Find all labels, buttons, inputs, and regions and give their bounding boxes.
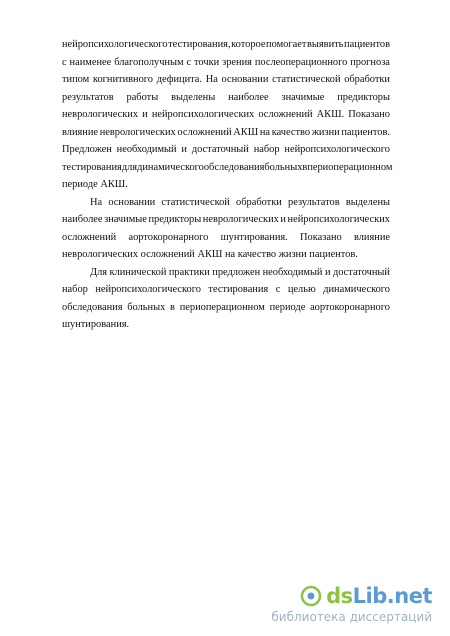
text-line [62, 36, 390, 54]
word: которое [231, 39, 266, 50]
text-line [62, 211, 390, 229]
word: пациентов. [341, 126, 390, 138]
word: Предложен [62, 144, 112, 155]
word: больных [127, 301, 166, 313]
watermark-tagline: библиотека диссертаций [271, 610, 432, 624]
word: когнитивного [92, 74, 153, 85]
word: необходимый [262, 266, 323, 278]
word: предложен [212, 266, 261, 278]
word: обследования [203, 161, 265, 173]
text-line [62, 71, 390, 89]
paragraph-2 [62, 194, 390, 264]
word: и [280, 214, 286, 225]
text-line [62, 159, 393, 177]
word: больных [264, 161, 303, 173]
word: работы [126, 91, 159, 103]
word: обработки [236, 196, 282, 208]
word: значимые [281, 91, 325, 103]
word: на [259, 126, 271, 138]
text-line [62, 106, 390, 124]
word: периоперационном [179, 301, 265, 313]
word: статистической [161, 196, 230, 208]
word: Показано [300, 231, 342, 243]
paragraph-1 [62, 36, 393, 194]
word: обработки [344, 74, 390, 85]
word: На [90, 196, 103, 208]
word: типом [62, 74, 90, 85]
text-line [62, 316, 390, 334]
word: неврологических [62, 109, 139, 120]
word: нейропсихологических [287, 214, 390, 225]
word: точки [194, 56, 220, 68]
word: предикторы [148, 214, 202, 225]
word: На [205, 74, 218, 85]
word: пациентов [344, 39, 390, 50]
word: с [62, 56, 67, 68]
word: осложнений [62, 231, 117, 243]
word: нейропсихологического [62, 39, 168, 50]
word: предикторы [337, 91, 390, 103]
word: неврологических осложнений АКШ на качество жизни пациентов. [62, 249, 358, 260]
word: нейропсихологического [284, 144, 390, 155]
text-line [62, 264, 390, 282]
word: аортокоронарного [310, 301, 390, 313]
word: наиболее [228, 91, 269, 103]
word: нейропсихологических [151, 109, 255, 120]
word: влияние [353, 231, 390, 243]
word: с [186, 56, 192, 68]
word: осложнений [258, 109, 313, 120]
text-line [62, 124, 390, 142]
watermark-brand [326, 584, 432, 608]
text-line [62, 229, 390, 247]
word: неврологических [99, 126, 176, 138]
word: и [324, 266, 331, 278]
word: достаточный [191, 144, 249, 155]
word: влияние [62, 126, 99, 138]
word: и [181, 144, 187, 155]
word: результатов [288, 196, 340, 208]
word: Для [90, 266, 108, 278]
dslib-logo-icon [300, 585, 322, 607]
text-line [62, 176, 390, 194]
word: динамического [323, 284, 390, 295]
word: достаточный [332, 266, 390, 278]
word: наименее [69, 56, 112, 68]
word: АКШ. [316, 109, 345, 120]
word: результатов [62, 91, 114, 103]
word: прогноза [350, 56, 390, 68]
word: наиболее [62, 214, 103, 225]
word: статистической [272, 74, 341, 85]
word: зрения [222, 56, 252, 68]
word: практики [168, 266, 210, 278]
word: послеоперационного [254, 56, 348, 68]
word: в [302, 161, 308, 173]
text-line [62, 89, 390, 107]
watermark-brand-suffix: Lib.net [352, 584, 432, 608]
word: набор [253, 144, 280, 155]
word: осложнений [177, 126, 232, 138]
word: основании [108, 196, 156, 208]
document-body [62, 36, 393, 334]
word: выявить [307, 39, 344, 50]
paragraph-3 [62, 264, 390, 334]
text-line [62, 54, 390, 72]
word: выделены [171, 91, 216, 103]
word: АКШ [233, 126, 259, 138]
word: выделены [345, 196, 390, 208]
word: с [275, 284, 281, 295]
word: периоде [269, 301, 306, 313]
word: дефицита. [156, 74, 203, 85]
word: благополучным [114, 56, 184, 68]
word: тестирования [62, 161, 122, 173]
word: шунтирования. [220, 231, 288, 243]
text-line [62, 281, 390, 299]
word: нейропсихологического [95, 284, 201, 295]
word: значимые [104, 214, 147, 225]
word: Показано [348, 109, 390, 120]
text-line [62, 194, 390, 212]
word: обследования [62, 301, 123, 313]
word: в [170, 301, 175, 313]
word: и [142, 109, 148, 120]
word: клинической [109, 266, 167, 278]
word: жизни [311, 126, 340, 138]
word: шунтирования. [62, 319, 130, 330]
watermark-brand-prefix: ds [326, 584, 353, 608]
word: набор [62, 284, 88, 295]
word: тестирования [208, 284, 269, 295]
word: качество [271, 126, 311, 138]
word: периоперационном [307, 161, 393, 173]
word: целью [287, 284, 316, 295]
word: необходимый [116, 144, 177, 155]
watermark-logo [271, 583, 432, 609]
word: периоде АКШ. [62, 179, 128, 190]
text-line [62, 246, 390, 264]
word: основании [221, 74, 269, 85]
word: помогает [266, 39, 307, 50]
word: динамического [137, 161, 204, 173]
word: аортокоронарного [128, 231, 209, 243]
text-line [62, 141, 390, 159]
word: для [121, 161, 138, 173]
word: неврологических [202, 214, 279, 225]
text-line [62, 299, 390, 317]
word: тестирования, [168, 39, 231, 50]
dslib-watermark[interactable] [271, 583, 432, 624]
